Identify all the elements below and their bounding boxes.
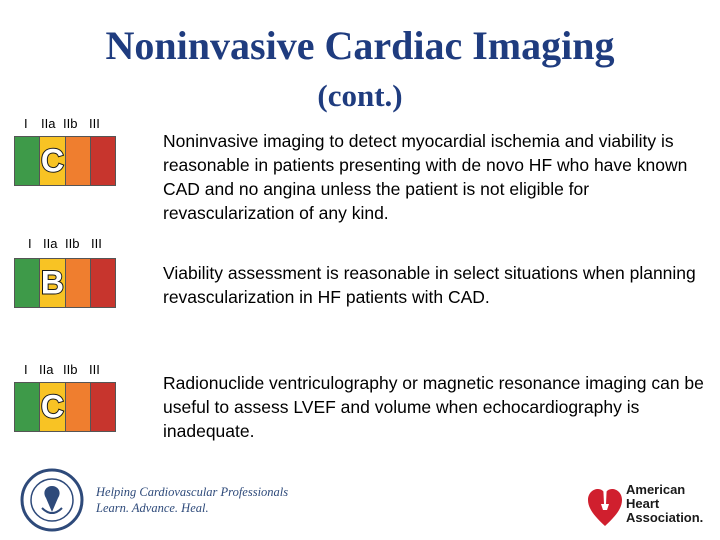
class-iib-cell [66, 259, 91, 307]
class-iib-cell [66, 137, 91, 185]
class-iib-cell [66, 383, 91, 431]
recommendation-class-grid-3 [14, 362, 124, 425]
class-label-iib: IIb [63, 362, 78, 377]
class-labels [14, 362, 124, 378]
class-label-iib: IIb [63, 116, 78, 131]
class-labels [14, 236, 124, 252]
level-grid [14, 258, 116, 308]
acc-tagline [96, 484, 296, 516]
class-label-iia: IIa [39, 362, 54, 377]
class-label-i: I [24, 116, 28, 131]
class-i-cell [15, 137, 40, 185]
recommendation-class-grid-1 [14, 116, 124, 179]
acc-seal-icon [20, 468, 84, 532]
class-label-iii: III [91, 236, 102, 251]
level-of-evidence-letter: C [40, 142, 64, 179]
class-iia-cell [40, 259, 65, 307]
class-label-iia: IIa [43, 236, 58, 251]
class-iia-cell [40, 383, 65, 431]
aha-logo [586, 480, 716, 530]
level-of-evidence-letter: B [40, 264, 64, 301]
acc-logo [20, 468, 290, 532]
class-label-iii: III [89, 116, 100, 131]
class-iii-cell [91, 383, 115, 431]
recommendation-text-3: Radionuclide ventriculography or magnetic resonance imaging can be useful to assess LVEF and volume when echocardiography is inadequate. [163, 373, 704, 441]
class-i-cell [15, 383, 40, 431]
class-labels [14, 116, 124, 132]
aha-line3: Association. [626, 510, 704, 525]
aha-wordmark [626, 483, 703, 525]
recommendation-class-grid-2 [14, 236, 124, 301]
class-iii-cell [91, 137, 115, 185]
recommendation-text-1: Noninvasive imaging to detect myocardial ischemia and viability is reasonable in patients presenting with de novo HF who have known CAD and no angina unless the patient is not eligible for revascularization of any kind. [163, 131, 688, 223]
slide-subtitle: (cont.) [317, 78, 403, 113]
acc-tagline-line1: Helping Cardiovascular Professionals [96, 485, 289, 499]
class-iia-cell [40, 137, 65, 185]
class-label-iia: IIa [41, 116, 56, 131]
class-iii-cell [91, 259, 115, 307]
aha-line1: American [626, 482, 686, 497]
acc-tagline-line2: Learn. Advance. Heal. [96, 501, 209, 515]
recommendation-text-2: Viability assessment is reasonable in select situations when planning revascularization in HF patients with CAD. [163, 263, 696, 307]
level-of-evidence-letter: C [40, 388, 64, 425]
slide-title: Noninvasive Cardiac Imaging [105, 23, 615, 68]
level-grid [14, 382, 116, 432]
class-label-iib: IIb [65, 236, 80, 251]
class-i-cell [15, 259, 40, 307]
aha-line2: Heart [626, 496, 660, 511]
class-label-i: I [24, 362, 28, 377]
heart-torch-icon [586, 480, 624, 530]
class-label-iii: III [89, 362, 100, 377]
class-label-i: I [28, 236, 32, 251]
level-grid [14, 136, 116, 186]
